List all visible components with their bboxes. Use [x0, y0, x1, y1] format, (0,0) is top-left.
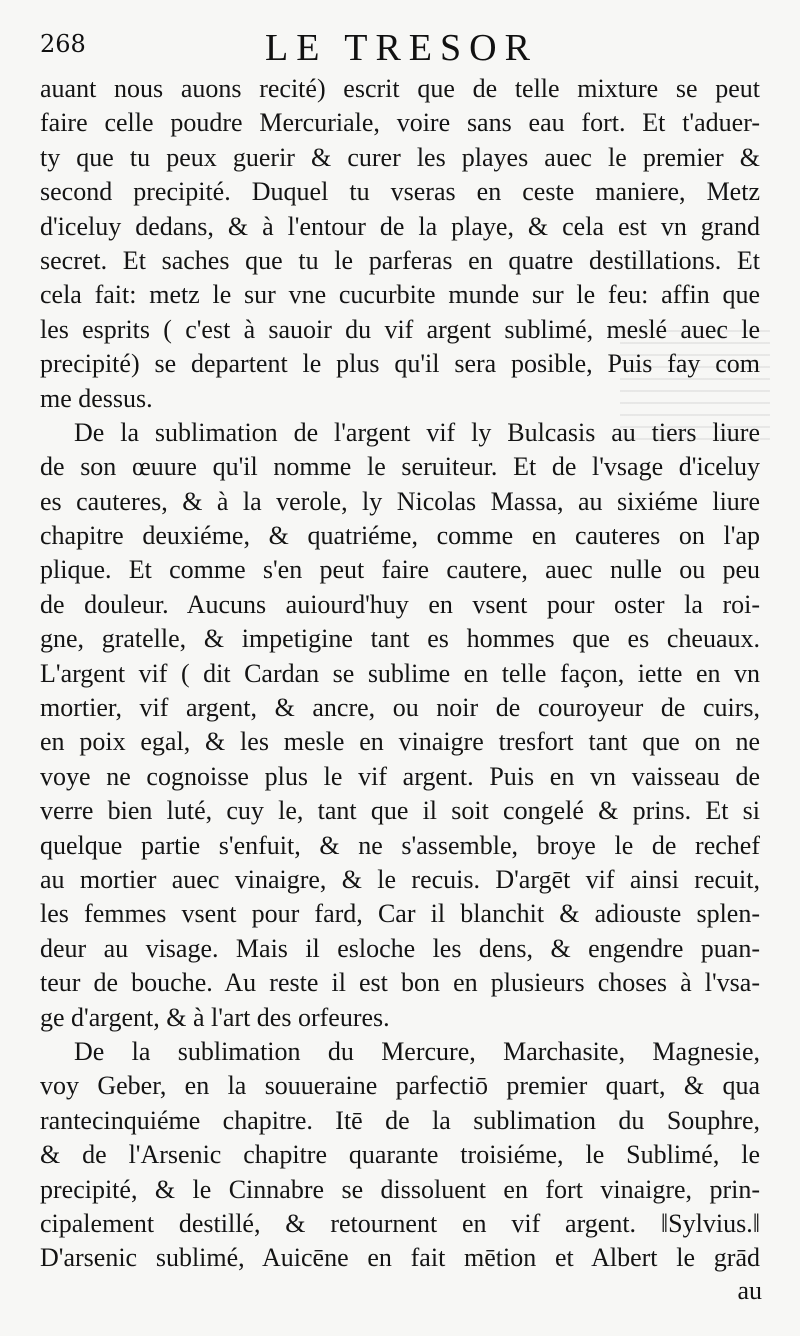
text-line: en poix egal, & les mesle en vinaigre tresfort tant que on ne [40, 727, 760, 757]
text-line: L'argent vif ( dit Cardan se sublime en telle façon, iette en vn [40, 658, 760, 688]
text-line: ty que tu peux guerir & curer les playes auec le premier & [40, 142, 760, 172]
text-line: gne, gratelle, & impetigine tant es hommes que es cheuaux. [40, 624, 760, 654]
page-header [40, 26, 760, 69]
text-line: chapitre deuxiéme, & quatriéme, comme en cauteres on l'ap [40, 521, 760, 551]
page-number: 268 [40, 30, 86, 58]
text-line: quelque partie s'enfuit, & ne s'assemble, broye le de rechef [40, 830, 760, 860]
text-line: de son œuure qu'il nomme le seruiteur. Et de l'vsage d'iceluy [40, 452, 760, 482]
text-line: deur au visage. Mais il esloche les dens, & engendre puan- [40, 933, 760, 963]
text-line: D'arsenic sublimé, Auicēne en fait mētion et Albert le grād [40, 1243, 760, 1273]
text-line: de douleur. Aucuns auiourd'huy en vsent pour oster la roi- [40, 589, 760, 619]
body-text [40, 72, 760, 1276]
text-line: cipalement destillé, & retournent en vif argent. ‖Sylvius.‖ [40, 1208, 760, 1238]
text-line: es cauteres, & à la verole, ly Nicolas Massa, au sixiéme liure [40, 486, 760, 516]
text-line: De la sublimation de l'argent vif ly Bulcasis au tiers liure [74, 417, 760, 447]
text-line: precipité, & le Cinnabre se dissoluent en fort vinaigre, prin- [40, 1174, 760, 1204]
text-line: d'iceluy dedans, & à l'entour de la playe, & cela est vn grand [40, 211, 760, 241]
text-line: ge d'argent, & à l'art des orfeures. [40, 1002, 390, 1032]
text-line: les femmes vsent pour fard, Car il blanchit & adiouste splen- [40, 899, 760, 929]
catchword: au [737, 1276, 762, 1305]
text-line: auant nous auons recité) escrit que de telle mixture se peut [40, 74, 760, 103]
text-line: les esprits ( c'est à sauoir du vif argent sublimé, meslé auec le [40, 314, 760, 344]
text-line: mortier, vif argent, & ancre, ou noir de couroyeur de cuirs, [40, 693, 760, 723]
text-line: De la sublimation du Mercure, Marchasite, Magnesie, [74, 1036, 760, 1066]
text-line: rantecinquiéme chapitre. Itē de la sublimation du Souphre, [40, 1105, 760, 1135]
text-line: voye ne cognoisse plus le vif argent. Puis en vn vaisseau de [40, 761, 760, 791]
text-line: teur de bouche. Au reste il est bon en plusieurs choses à l'vsa- [40, 968, 760, 998]
text-line: & de l'Arsenic chapitre quarante troisiéme, le Sublimé, le [40, 1140, 760, 1170]
text-line: voy Geber, en la souueraine parfectiō premier quart, & qua [40, 1071, 760, 1101]
text-line: me dessus. [40, 383, 153, 413]
text-line: faire celle poudre Mercuriale, voire sans eau fort. Et t'aduer- [40, 108, 760, 138]
text-line: au mortier auec vinaigre, & le recuis. D'argēt vif ainsi recuit, [40, 864, 760, 894]
running-title: LE TRESOR [265, 27, 538, 69]
text-line: verre bien luté, cuy le, tant que il soit congelé & prins. Et si [40, 796, 760, 826]
text-line: second precipité. Duquel tu vseras en ceste maniere, Metz [40, 177, 760, 207]
text-line: cela fait: metz le sur vne cucurbite munde sur le feu: affin que [40, 280, 760, 310]
text-line: plique. Et comme s'en peut faire cautere, auec nulle ou peu [40, 555, 760, 585]
text-line: precipité) se departent le plus qu'il sera posible, Puis fay com [40, 349, 760, 379]
text-line: secret. Et saches que tu le parferas en quatre destillations. Et [40, 245, 760, 275]
